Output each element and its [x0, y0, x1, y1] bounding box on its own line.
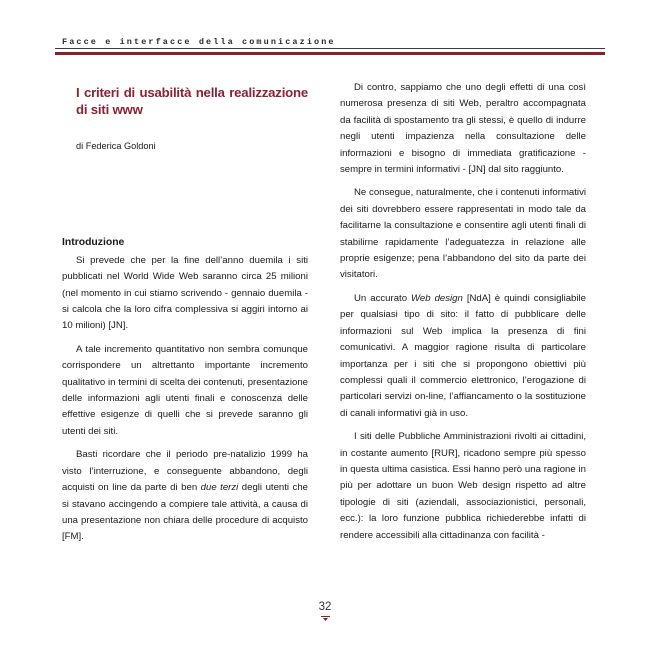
- byline: di Federica Goldoni: [76, 141, 156, 151]
- page-number: 32: [318, 601, 332, 613]
- left-column: [62, 80, 308, 553]
- paragraph-6-emphasis: Web design: [411, 292, 463, 304]
- page-number-mark-icon: [321, 616, 330, 621]
- paragraph-3: [62, 447, 308, 545]
- paragraph-6: [340, 291, 586, 422]
- paragraph-3-text-a: Basti ricordare che il periodo pre-natalizio 1999 ha visto l’interruzione, e conseguente abbandono, degli acquisti on line da parte di ben: [62, 449, 308, 494]
- paragraph-6-text-b: [NdA] è quindi consigliabile per qualsiasi tipo di sito: il fatto di pubblicare delle informazioni sul Web implica la presenza di fini comunicativi. A maggior ragione risulta di particolare importanza per i siti che si propongono obiettivi più complessi quali il commercio elettronico, l’erogazione di particolari servizi on-line, l’affiancamento o la sostituzione di canali informativi già in uso.: [340, 292, 586, 419]
- header-rule-thin: [55, 48, 605, 49]
- paragraph-7: I siti delle Pubbliche Amministrazioni rivolti ai cittadini, in costante aumento [RUR], ricadono sempre più spesso in questa ultima casistica. Essi hanno però una ragione in più per adottare un buon Web design rispetto ad altre tipologie di siti (aziendali, associazionistici, personali, ecc.): la loro funzione pubblica richiederebbe infatti di rendere accessibili alla cittadinanza con facilità -: [340, 431, 586, 541]
- paragraph-3-emphasis: due terzi: [200, 482, 239, 494]
- paragraph-5: Ne consegue, naturalmente, che i contenuti informativi dei siti dovrebbero essere rappresentati in modo tale da facilitarne la consultazione e consentire agli utenti finali di stabilirne rapidamente l’adeguatezza in relazione alle proprie esigenze; pena l’abbandono del sito da parte dei visitatori.: [340, 187, 586, 281]
- paragraph-1: Si prevede che per la fine dell’anno duemila i siti pubblicati nel World Wide Web saranno circa 25 milioni (nel momento in cui stiamo scrivendo - gennaio duemila - si calcola che la loro cifra complessiva si aggiri intorno ai 10 milioni) [JN].: [62, 254, 308, 332]
- paragraph-6-text-a: Un accurato: [354, 292, 412, 304]
- right-column: [340, 80, 586, 551]
- paragraph-4: Di contro, sappiamo che uno degli effetti di una così numerosa presenza di siti Web, peraltro accompagnata da facilità di spostamento tra gli stessi, è quello di indurre negli utenti impazienza nella consultazione delle informazioni e bisogno di immediata gratificazione - sempre in termini informativi - [JN] dal sito raggiunto.: [340, 82, 586, 176]
- section-heading: Introduzione: [62, 237, 125, 249]
- running-head: Facce e interfacce della comunicazione: [62, 37, 336, 47]
- paragraph-2: A tale incremento quantitativo non sembra comunque corrispondere un altrettanto importante incremento qualitativo in termini di scelta dei contenuti, presentazione delle informazioni agli utenti finali e conoscenza delle effettive esigenze di quelli che si prevede saranno gli utenti dei siti.: [62, 343, 308, 437]
- article-title: I criteri di usabilità nella realizzazione di siti www: [76, 85, 308, 117]
- header-rule-thick: [55, 52, 605, 55]
- paragraph-3-text-b: degli utenti che si stavano accingendo a compiere tale attività, a causa di una presentazione non chiara delle procedure di acquisto [FM].: [62, 482, 309, 543]
